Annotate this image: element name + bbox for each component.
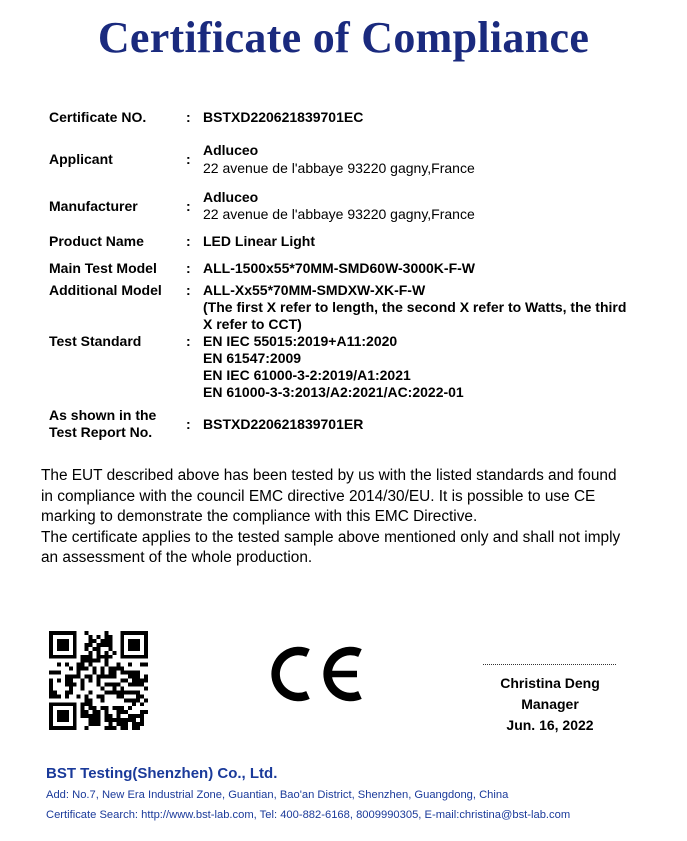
main-test-model-label: Main Test Model — [49, 260, 157, 276]
colon: : — [186, 333, 191, 349]
test-standard-item: EN IEC 61000-3-2:2019/A1:2021 — [203, 367, 411, 383]
colon: : — [186, 233, 191, 249]
statement-line: marking to demonstrate the compliance with this EMC Directive. — [41, 508, 478, 525]
applicant-label: Applicant — [49, 151, 113, 167]
test-report-value: BSTXD220621839701ER — [203, 416, 364, 432]
test-report-label: As shown in the — [49, 407, 157, 423]
test-standard-label: Test Standard — [49, 333, 142, 349]
qr-code — [49, 631, 148, 730]
statement-line: The EUT described above has been tested by us with the listed standards and found — [41, 467, 617, 484]
certificate-no-label: Certificate NO. — [49, 109, 147, 125]
signatory-name: Christina Deng — [500, 675, 600, 691]
certificate-search-info: Certificate Search: http://www.bst-lab.com, Tel: 400-882-6168, 8009990305, E-mail:christina@bst-lab.com — [46, 809, 571, 821]
test-standard-item: EN IEC 55015:2019+A11:2020 — [203, 333, 398, 349]
colon: : — [186, 282, 191, 298]
colon: : — [186, 151, 191, 167]
additional-model-value: ALL-Xx55*70MM-SMDXW-XK-F-W — [203, 282, 426, 298]
applicant-name: Adluceo — [203, 142, 259, 158]
signature-date: Jun. 16, 2022 — [506, 717, 594, 733]
signature-line — [483, 664, 616, 665]
manufacturer-name: Adluceo — [203, 189, 259, 205]
manufacturer-label: Manufacturer — [49, 198, 138, 214]
signatory-title: Manager — [521, 696, 579, 712]
company-address: Add: No.7, New Era Industrial Zone, Guantian, Bao'an District, Shenzhen, Guangdong, China — [46, 789, 509, 801]
certificate-title: Certificate of Compliance — [97, 13, 590, 62]
additional-model-label: Additional Model — [49, 282, 162, 298]
colon: : — [186, 416, 191, 432]
product-name-value: LED Linear Light — [203, 233, 315, 249]
additional-model-note: (The first X refer to length, the second X refer to Watts, the third — [203, 299, 627, 315]
main-test-model-value: ALL-1500x55*70MM-SMD60W-3000K-F-W — [203, 260, 476, 276]
manufacturer-address: 22 avenue de l'abbaye 93220 gagny,France — [203, 206, 475, 222]
product-name-label: Product Name — [49, 233, 144, 249]
company-name: BST Testing(Shenzhen) Co., Ltd. — [46, 765, 278, 782]
colon: : — [186, 198, 191, 214]
colon: : — [186, 109, 191, 125]
colon: : — [186, 260, 191, 276]
ce-mark — [262, 645, 366, 703]
test-standard-item: EN 61000-3-3:2013/A2:2021/AC:2022-01 — [203, 384, 464, 400]
test-report-label: Test Report No. — [49, 424, 153, 440]
statement-line: an assessment of the whole production. — [41, 549, 313, 566]
statement-line: in compliance with the council EMC directive 2014/30/EU. It is possible to use CE — [41, 487, 596, 505]
statement-line: The certificate applies to the tested sample above mentioned only and shall not imply — [41, 528, 621, 546]
statement-paragraph-1 — [41, 466, 661, 569]
certificate-no-value: BSTXD220621839701EC — [203, 109, 364, 125]
applicant-address: 22 avenue de l'abbaye 93220 gagny,France — [203, 160, 475, 176]
additional-model-note: X refer to CCT) — [203, 316, 302, 332]
test-standard-item: EN 61547:2009 — [203, 350, 302, 366]
